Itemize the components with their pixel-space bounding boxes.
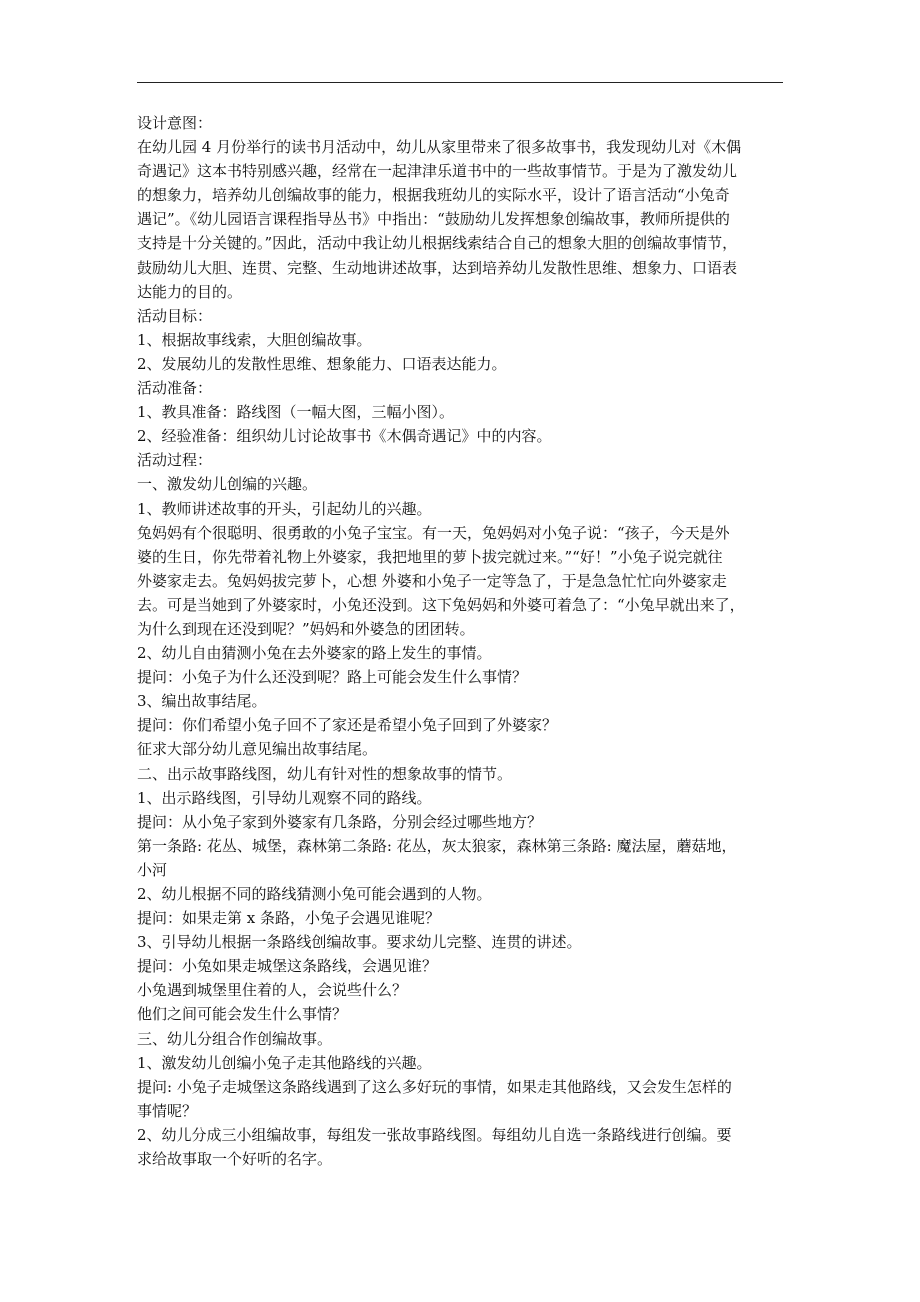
text-line: 达能力的目的。 [137,282,243,301]
text-line: 鼓励幼儿大胆、连贯、完整、生动地讲述故事，达到培养幼儿发散性思维、想象力、口语表 [137,258,738,277]
text-line: 3、编出故事结尾。 [137,692,267,711]
text-line: 2、幼儿根据不同的路线猜测小兔可能会遇到的人物。 [137,885,492,903]
text-line: 1、根据故事线索，大胆创编故事。 [137,330,372,349]
text-line: 遇记”。《幼儿园语言课程指导丛书》中指出：“鼓励幼儿发挥想象创编故事，教师所提供的 [137,210,730,229]
text-line: 为什么到现在还没到呢？”妈妈和外婆急的团团转。 [137,619,475,638]
document-body [137,111,787,1171]
text-line: 活动目标： [137,306,213,325]
text-line: 征求大部分幼儿意见编出故事结尾。 [137,740,378,759]
text-line: 提问：从小兔子家到外婆家有几条路，分别会经过哪些地方？ [137,812,543,831]
text-line: 奇遇记》这本书特别感兴趣，经常在一起津津乐道书中的一些故事情节。于是为了激发幼儿 [137,162,738,181]
text-line: 事情呢？ [137,1101,198,1120]
text-line: 活动过程： [137,451,213,470]
text-line: 小兔遇到城堡里住着的人，会说些什么？ [137,981,408,1000]
text-line: 三、幼儿分组合作创编故事。 [137,1029,333,1048]
text-line: 在幼儿园 4 月份举行的读书月活动中，幼儿从家里带来了很多故事书，我发现幼儿对《木偶 [137,138,742,157]
text-line: 2、幼儿自由猜测小兔在去外婆家的路上发生的事情。 [137,644,492,663]
text-line: 3、引导幼儿根据一条路线创编故事。要求幼儿完整、连贯的讲述。 [137,933,582,952]
text-line: 2、经验准备：组织幼儿讨论故事书《木偶奇遇记》中的内容。 [137,427,552,446]
text-line: 小河 [137,860,168,879]
text-line: 提问：小兔如果走城堡这条路线，会遇见谁？ [137,957,438,976]
text-line: 第一条路: 花丛、城堡，森林第二条路: 花丛，灰太狼家，森林第三条路: 魔法屋，蘑菇地， [137,836,737,855]
text-line: 设计意图： [137,114,213,132]
header-rule [137,82,783,83]
text-line: 提问: 小兔子走城堡这条路线遇到了这么多好玩的事情，如果走其他路线，又会发生怎样的 [137,1077,732,1096]
text-line: 求给故事取一个好听的名字。 [137,1150,333,1169]
text-line: 活动准备： [137,379,213,398]
text-line: 提问：你们希望小兔子回不了家还是希望小兔子回到了外婆家？ [137,716,558,735]
text-line: 1、教师讲述故事的开头，引起幼儿的兴趣。 [137,499,432,518]
text-line: 支持是十分关键的。”因此，活动中我让幼儿根据线索结合自己的想象大胆的创编故事情节， [137,234,738,253]
text-line: 外婆家走去。兔妈妈拔完萝卜，心想 外婆和小兔子一定等急了，于是急急忙忙向外婆家走 [137,571,727,590]
text-line: 提问：小兔子为什么还没到呢？路上可能会发生什么事情？ [137,668,528,687]
text-line: 1、激发幼儿创编小兔子走其他路线的兴趣。 [137,1053,432,1072]
text-line: 一、激发幼儿创编的兴趣。 [137,475,318,494]
text-line: 兔妈妈有个很聪明、很勇敢的小兔子宝宝。有一天，兔妈妈对小兔子说：“孩子，今天是外 [137,523,730,542]
text-line: 1、出示路线图，引导幼儿观察不同的路线。 [137,788,432,807]
text-line: 2、幼儿分成三小组编故事，每组发一张故事路线图。每组幼儿自选一条路线进行创编。要 [137,1125,732,1144]
text-line: 去。可是当她到了外婆家时，小兔还没到。这下兔妈妈和外婆可着急了：“小兔早就出来了， [137,595,745,614]
text-line: 他们之间可能会发生什么事情？ [137,1005,348,1024]
text-line: 婆的生日，你先带着礼物上外婆家，我把地里的萝卜拔完就过来。”“好！”小兔子说完就往 [137,547,723,566]
text-line: 二、出示故事路线图，幼儿有针对性的想象故事的情节。 [137,764,513,783]
text-line: 的想象力，培养幼儿创编故事的能力，根据我班幼儿的实际水平，设计了语言活动“小兔奇 [137,186,730,205]
text-line: 1、教具准备：路线图（一幅大图，三幅小图）。 [137,403,455,422]
text-line: 2、发展幼儿的发散性思维、想象能力、口语表达能力。 [137,354,507,373]
text-line: 提问：如果走第 x 条路，小兔子会遇见谁呢？ [137,909,440,928]
